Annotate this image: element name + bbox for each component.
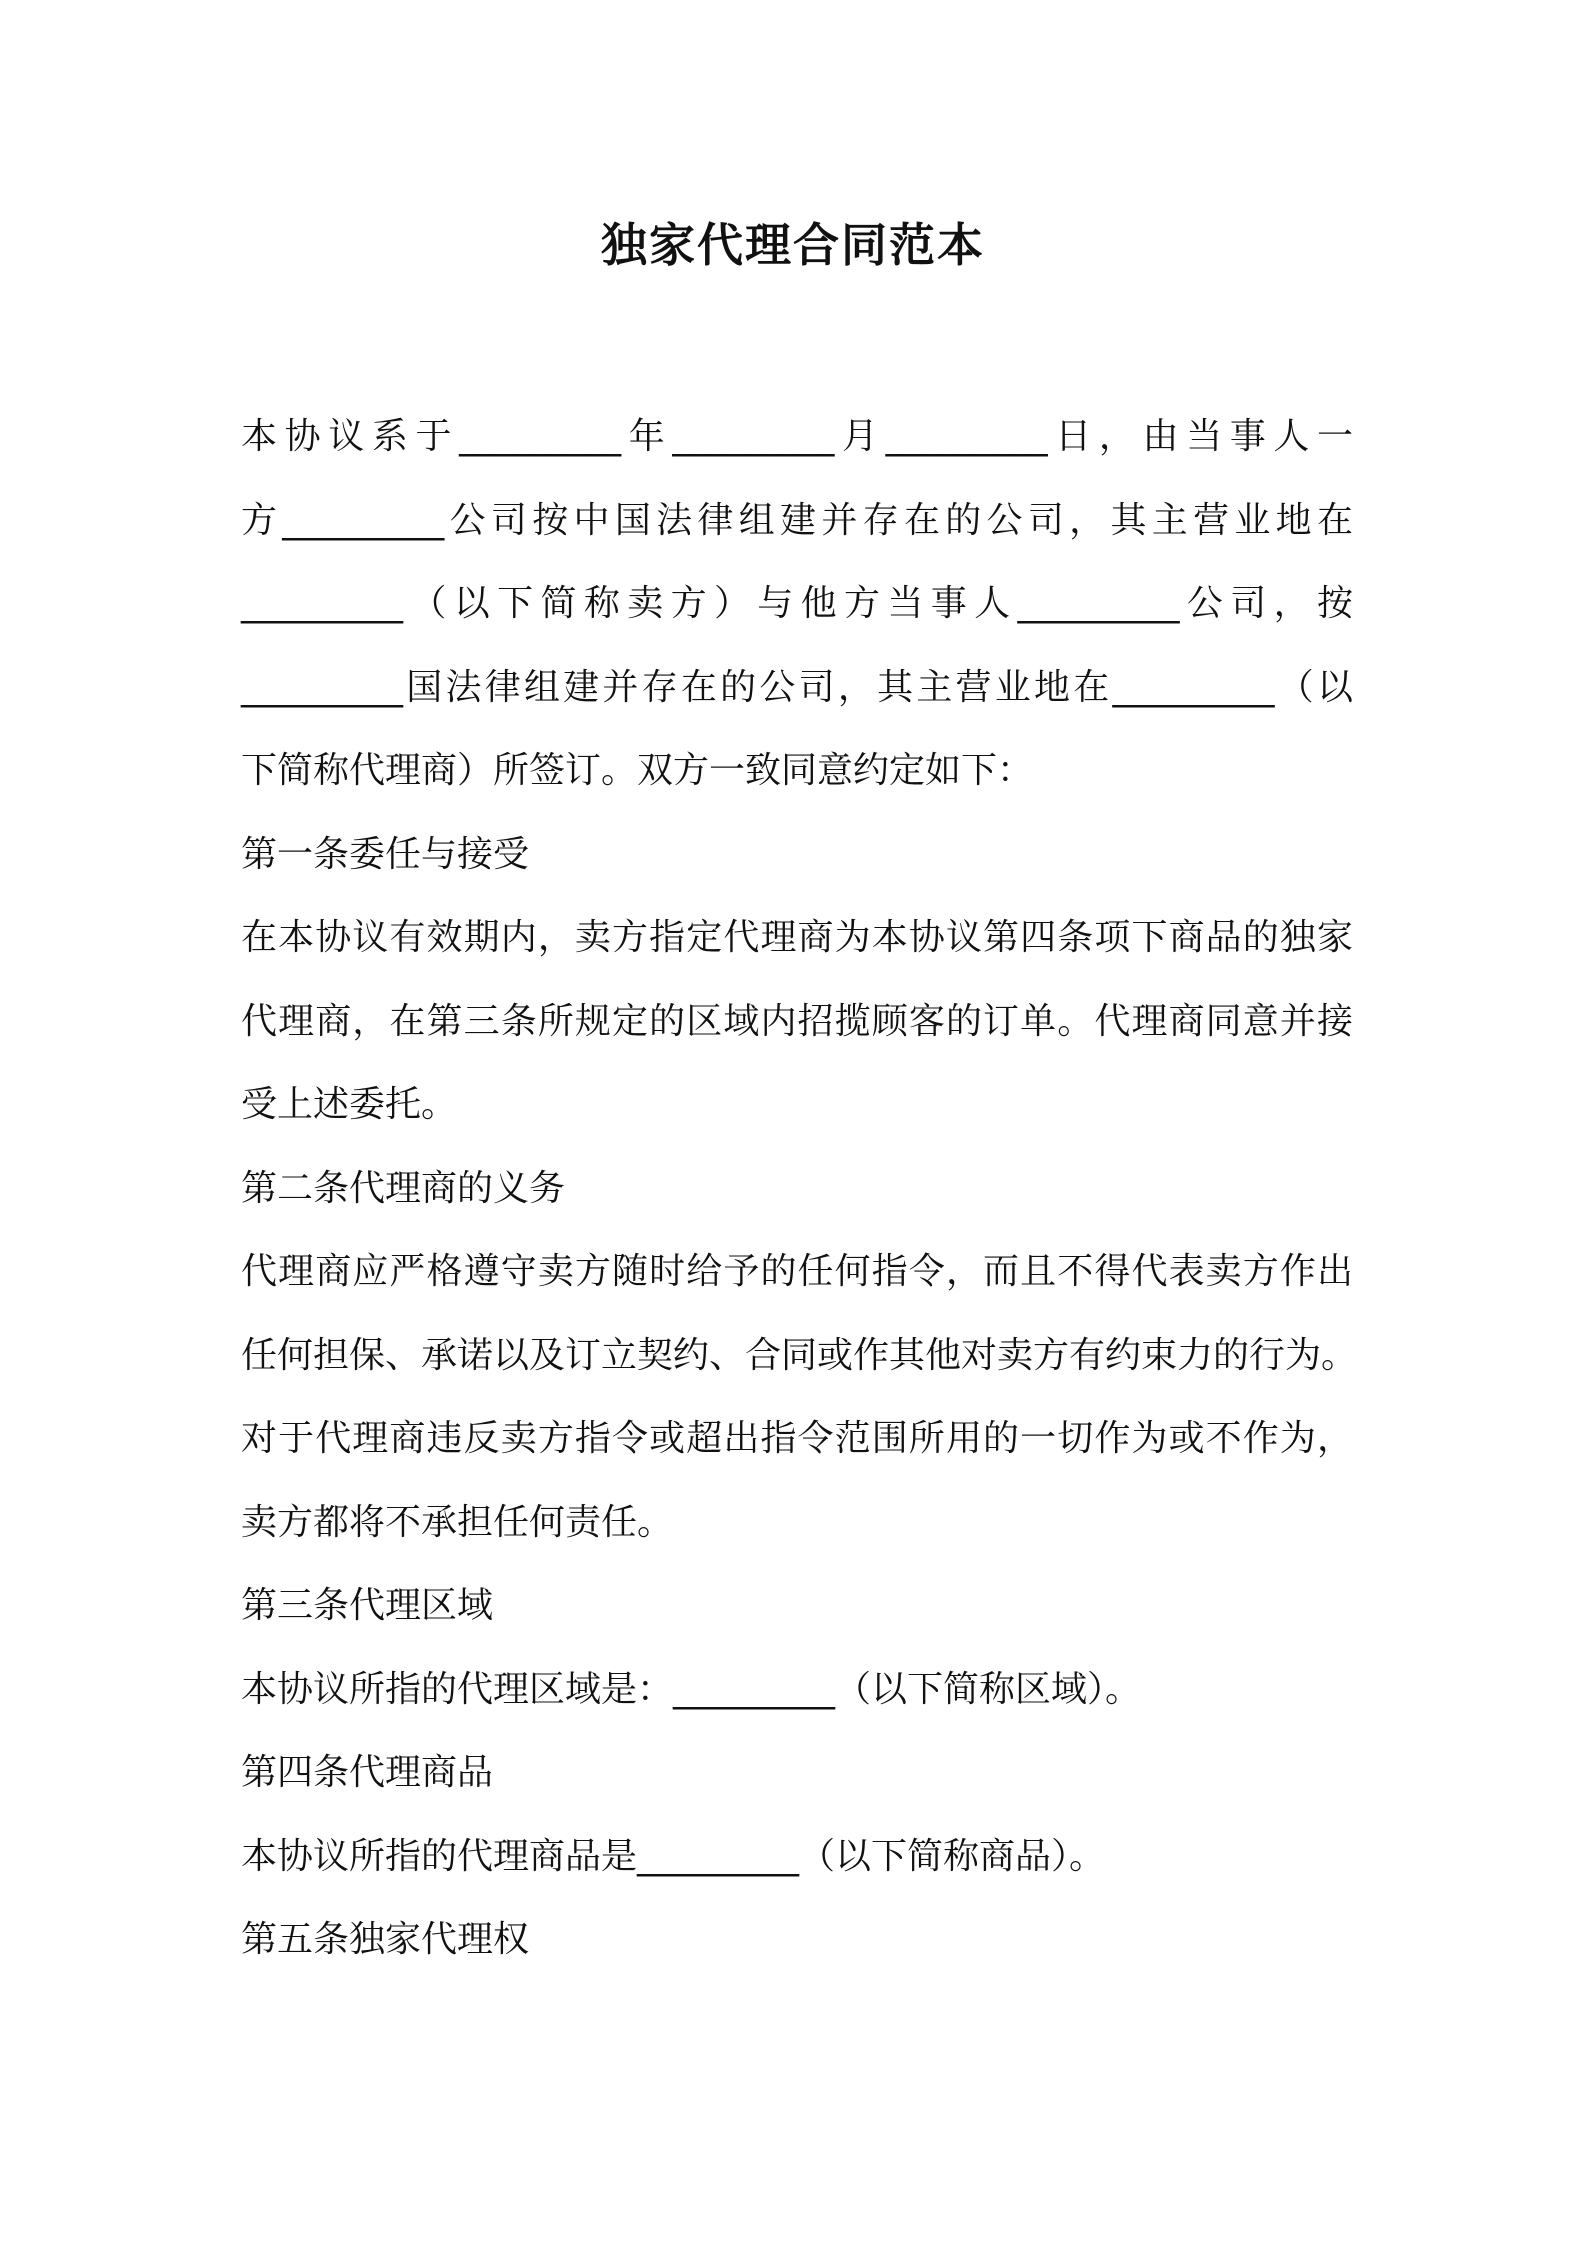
paragraph-line: 本协议所指的代理区域是：_________（以下简称区域）。 [241, 1668, 1142, 1710]
document-title: 独家代理合同范本 [601, 218, 985, 272]
paragraph-line: 卖方都将不承担任何责任。 [241, 1501, 674, 1543]
section-heading: 第五条独家代理权 [241, 1919, 530, 1960]
paragraph-line: 下简称代理商）所签订。双方一致同意约定如下： [241, 750, 1034, 791]
section-heading: 第二条代理商的义务 [241, 1167, 566, 1209]
paragraph-line: 对于代理商违反卖方指令或超出指令范围所用的一切作为或不作为， [241, 1418, 1353, 1459]
paragraph-line: _________国法律组建并存在的公司，其主营业地在_________（以 [241, 666, 1353, 708]
paragraph-line: 本协议所指的代理商品是_________（以下简称商品）。 [241, 1835, 1106, 1877]
paragraph-line: 任何担保、承诺以及订立契约、合同或作其他对卖方有约束力的行为。 [241, 1334, 1358, 1376]
section-heading: 第四条代理商品 [241, 1752, 494, 1793]
document-body [241, 395, 1358, 1982]
paragraph-line: 本协议系于_________年_________月_________日，由当事人一 [241, 416, 1353, 457]
paragraph-line: 在本协议有效期内，卖方指定代理商为本协议第四条项下商品的独家 [241, 917, 1353, 958]
paragraph-line: 方_________公司按中国法律组建并存在的公司，其主营业地在 [241, 499, 1353, 541]
section-heading: 第三条代理区域 [241, 1585, 494, 1626]
paragraph-line: 代理商应严格遵守卖方随时给予的任何指令，而且不得代表卖方作出 [241, 1251, 1353, 1292]
section-heading: 第一条委任与接受 [241, 833, 530, 875]
paragraph-line: _________（以下简称卖方）与他方当事人_________公司，按 [241, 583, 1353, 624]
paragraph-line: 受上述委托。 [241, 1084, 458, 1125]
paragraph-line: 代理商，在第三条所规定的区域内招揽顾客的订单。代理商同意并接 [241, 1000, 1353, 1042]
